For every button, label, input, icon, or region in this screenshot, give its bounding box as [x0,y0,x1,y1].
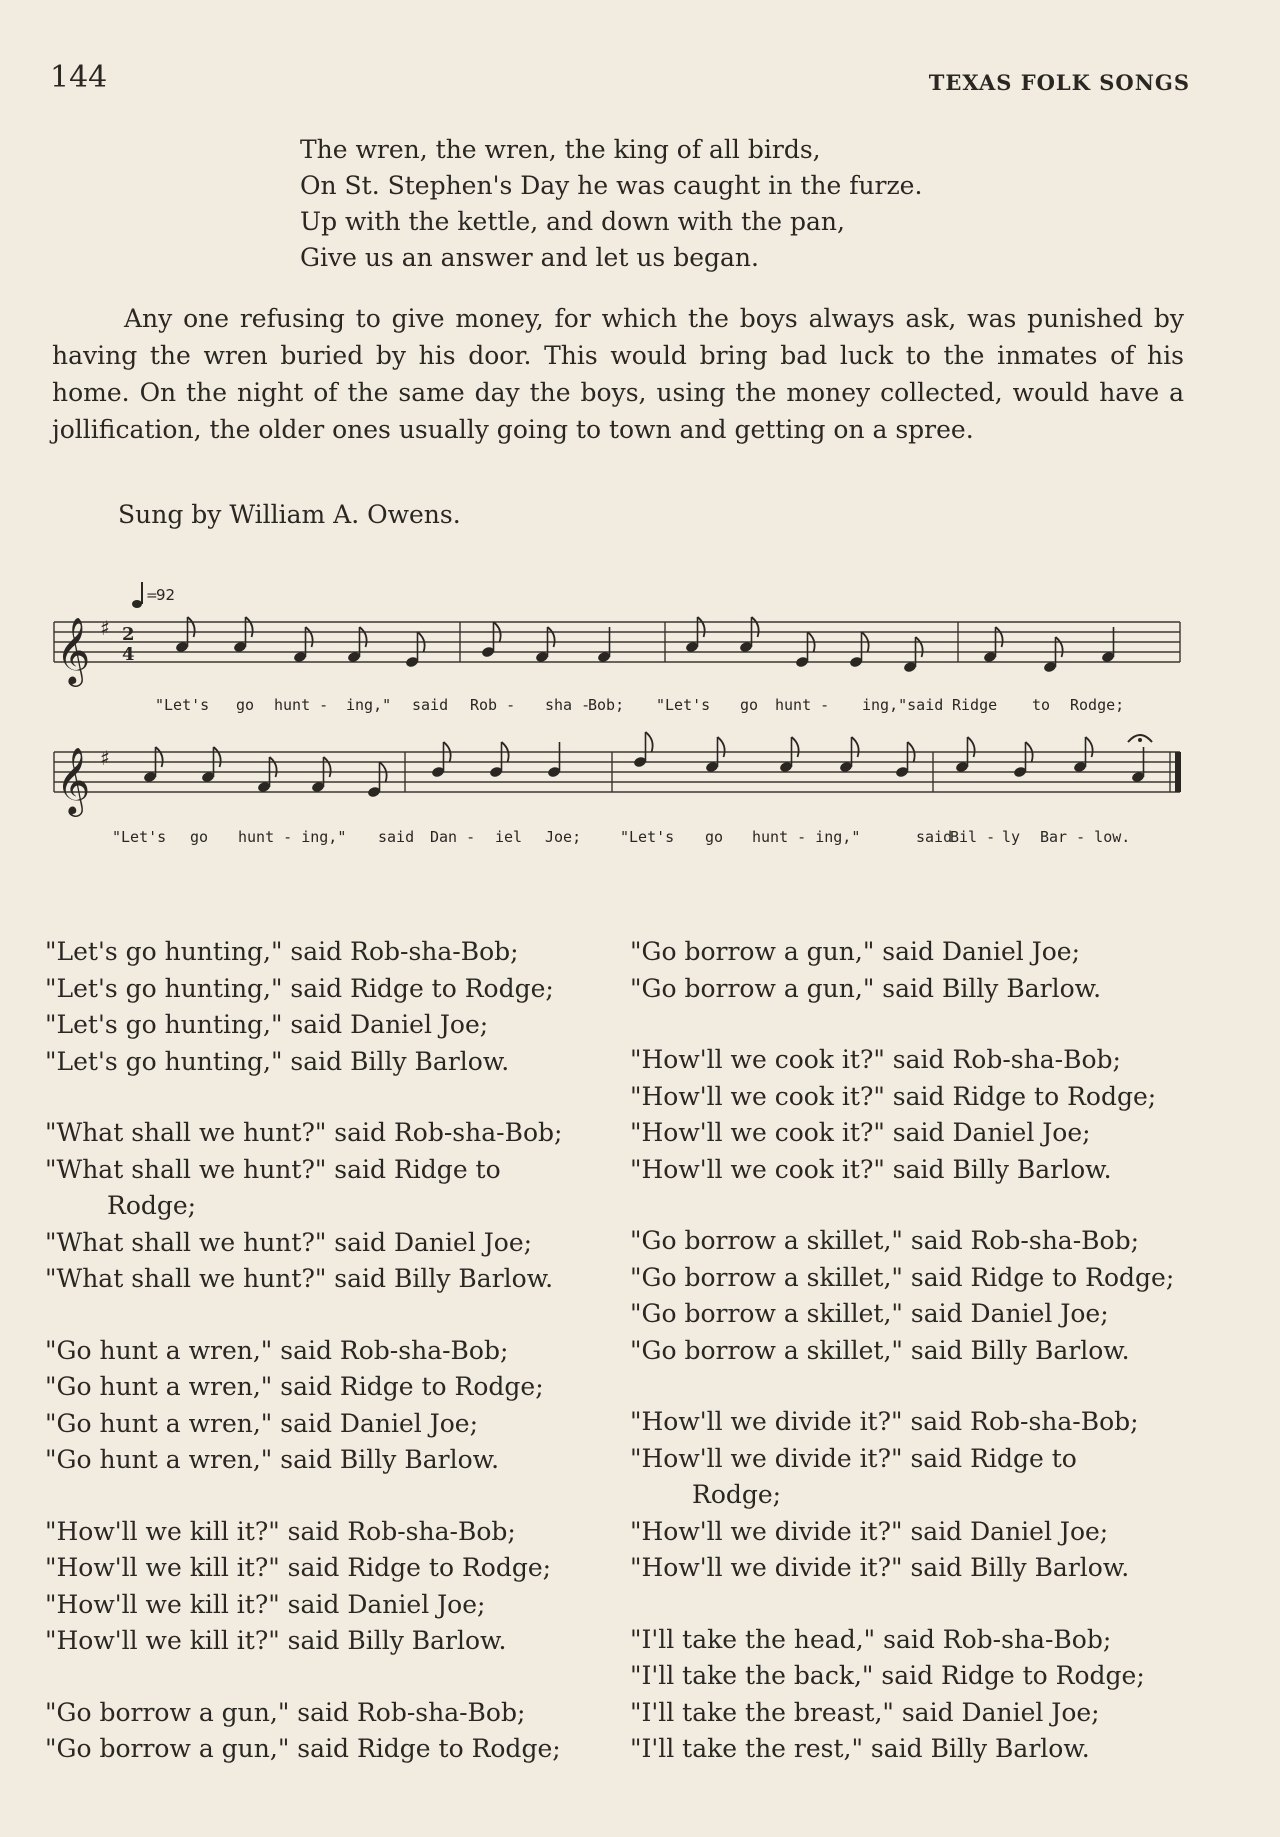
lyric-syllable: said [412,696,449,714]
lyric-line: "How'll we kill it?" said Daniel Joe; [45,1589,486,1619]
lyric-line: "Go borrow a skillet," said Daniel Joe; [630,1299,1109,1328]
lyric-syllable: Rob - [470,696,516,714]
lyric-line: "Let's go hunting," said Daniel Joe; [45,1010,489,1039]
lyric-syllable: Ridge [952,696,998,714]
body-paragraph: Any one refusing to give money, for which the boys always ask, was punished by having the wren buried by his door. This would bring bad luck to the inmates of his home. On the night of the same day the boys, using the money collected, would have a jollification, the older ones usually going to town and getting on a spree. [52,304,1184,444]
page-number: 144 [50,60,108,95]
lyric-line: "How'll we divide it?" said Ridge to [630,1443,1077,1473]
note-flag [306,627,313,647]
svg-text:=: = [146,588,158,604]
note-flag [646,732,653,752]
lyric-line: "I'll take the back," said Ridge to Rodge; [630,1661,1145,1690]
lyric-line: "I'll take the rest," said Billy Barlow. [630,1734,1090,1763]
note-flag [324,757,331,777]
lyric-line: "Go borrow a gun," said Rob-sha-Bob; [45,1697,526,1727]
note-flag [996,627,1003,647]
lyric-line: "Go borrow a gun," said Daniel Joe; [630,937,1081,966]
lyric-line: "How'll we divide it?" said Billy Barlow. [630,1553,1130,1582]
tempo-value: 92 [156,586,176,604]
note-flag [852,737,859,757]
lyric-line: "I'll take the breast," said Daniel Joe; [630,1697,1100,1727]
lyric-syllable: ly [1002,828,1021,846]
note-flag [916,637,923,657]
stanza [45,934,615,1080]
note-flag [698,617,705,637]
lyric-line: "Go hunt a wren," said Ridge to Rodge; [45,1372,544,1401]
stanza [45,1695,615,1768]
lyric-syllable: said [916,828,953,846]
wren-verse [300,132,922,276]
staff-2-lyrics [112,828,1130,846]
lyric-syllable: go [705,828,724,846]
treble-clef-icon: 𝄞 [56,616,91,684]
lyric-syllable: "Let's [620,828,675,846]
tempo-mark [132,582,175,608]
lyric-syllable: ing,"said [862,696,944,714]
verse-line: Up with the kettle, and down with the pan, [300,207,845,236]
lyric-line: "Let's go hunting," said Rob-sha-Bob; [45,937,519,966]
lyric-syllable: hunt - [775,696,830,714]
lyric-line: "How'll we cook it?" said Rob-sha-Bob; [630,1045,1121,1074]
lyric-syllable: hunt - [274,696,329,714]
lyric-line: "Go hunt a wren," said Billy Barlow. [45,1445,500,1474]
lyric-syllable: Rodge; [1070,696,1125,714]
staff-2-notes [143,732,1145,798]
stanza [630,1042,1190,1188]
lyric-line: "How'll we kill it?" said Billy Barlow. [45,1626,507,1655]
lyric-syllable: Bob; [588,696,625,714]
stanza [630,934,1190,1007]
note-flag [968,737,975,757]
lyric-line: "Go borrow a gun," said Billy Barlow. [630,973,1102,1003]
stanza [630,1223,1190,1369]
note-flag [360,627,367,647]
time-signature: 2 [122,624,135,645]
lyric-line: "I'll take the head," said Rob-sha-Bob; [630,1624,1112,1654]
lyric-syllable: Bar - low. [1040,828,1131,846]
lyric-syllable: iel [495,828,523,846]
lyric-line: "Go hunt a wren," said Rob-sha-Bob; [45,1335,509,1365]
note-flag [1056,637,1063,657]
lyric-syllable: Joe; [545,828,582,846]
lyric-syllable: hunt - ing," [752,828,861,846]
stanza [630,1622,1190,1768]
lyric-syllable: go [190,828,209,846]
note-flag [792,737,799,757]
lyric-syllable: go [740,696,759,714]
verse-line: On St. Stephen's Day he was caught in the furze. [300,171,923,200]
running-header [50,60,1190,100]
lyric-line: "How'll we kill it?" said Rob-sha-Bob; [45,1516,516,1546]
key-signature-sharp-icon: ♯ [100,746,110,770]
lyric-line: "How'll we cook it?" said Billy Barlow. [630,1154,1112,1184]
lyric-line: "What shall we hunt?" said Daniel Joe; [45,1227,533,1257]
note-flag [214,747,221,767]
staff-1 [54,622,1180,662]
note-flag [270,757,277,777]
lyric-line: "Go borrow a gun," said Ridge to Rodge; [45,1734,561,1763]
left-column [45,934,615,1803]
lyric-line: "How'll we divide it?" said Rob-sha-Bob; [630,1407,1139,1436]
lyric-line: "How'll we kill it?" said Ridge to Rodge; [45,1553,552,1582]
note-flag [752,617,759,637]
lyric-line: "What shall we hunt?" said Ridge to [45,1154,501,1184]
stanza [45,1333,615,1479]
lyric-syllable: "Let's [656,696,711,714]
lyric-syllable: ing," [346,696,392,714]
verse-line: Give us an answer and let us began. [300,243,759,272]
right-column [630,934,1190,1803]
lyric-syllable: Dan - [430,828,476,846]
lyric-syllable: said [378,828,415,846]
staff-1-notes [175,617,1115,673]
final-barline [1175,752,1181,792]
lyric-syllable: Bil - [950,828,996,846]
note-flag [246,617,253,637]
lyric-line: "What shall we hunt?" said Billy Barlow. [45,1264,554,1293]
stanza [45,1514,615,1660]
lyric-syllable: sha - [545,696,591,714]
lyric-line: "Go hunt a wren," said Daniel Joe; [45,1408,479,1438]
verse-line: The wren, the wren, the king of all birds, [300,135,821,164]
lyric-line: "How'll we divide it?" said Daniel Joe; [630,1516,1109,1546]
music-notation [40,580,1220,880]
stanza [630,1404,1190,1587]
staff-1-lyrics [155,696,1124,714]
time-signature: 4 [122,644,135,665]
key-signature-sharp-icon: ♯ [100,616,110,640]
lyric-line: "Let's go hunting," said Billy Barlow. [45,1046,510,1076]
note-flag [718,737,725,757]
lyric-syllable: to [1032,696,1051,714]
lyric-syllable: hunt - ing," [238,828,347,846]
note-flag [156,747,163,767]
note-flag [188,617,195,637]
lyric-line: "How'll we cook it?" said Daniel Joe; [630,1118,1091,1147]
running-title: TEXAS FOLK SONGS [928,70,1190,95]
lyric-line: "What shall we hunt?" said Rob-sha-Bob; [45,1118,563,1147]
staff-2 [54,752,1180,792]
lyric-syllable: "Let's [155,696,210,714]
note-flag [1086,737,1093,757]
lyric-line: "Let's go hunting," said Ridge to Rodge; [45,973,554,1003]
lyric-line-continuation: Rodge; [692,1480,782,1509]
lyric-line: "Go borrow a skillet," said Billy Barlow. [630,1335,1130,1365]
lyric-syllable: go [236,696,255,714]
note-flag [548,627,555,647]
lyric-line: "Go borrow a skillet," said Rob-sha-Bob; [630,1226,1140,1255]
lyric-line: "How'll we cook it?" said Ridge to Rodge; [630,1081,1157,1111]
stanza [45,1115,615,1298]
lyric-syllable: "Let's [112,828,167,846]
lyric-line-continuation: Rodge; [107,1191,197,1220]
singer-credit: Sung by William A. Owens. [118,500,461,529]
fermata-dot [1138,738,1142,742]
treble-clef-icon: 𝄞 [56,746,91,814]
lyric-line: "Go borrow a skillet," said Ridge to Rodge; [630,1262,1175,1292]
